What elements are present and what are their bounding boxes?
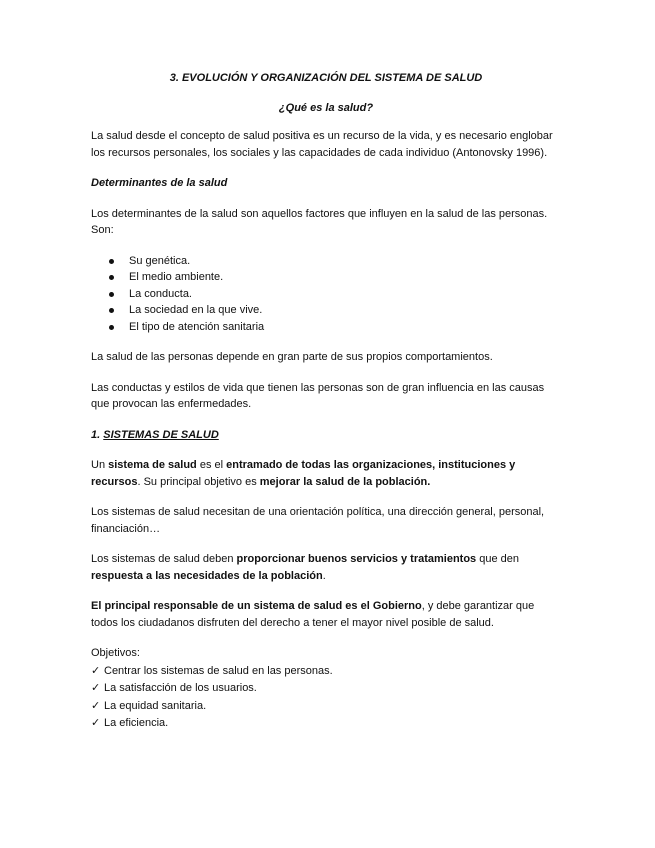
- bold-run: respuesta a las necesidades de la población: [91, 569, 323, 582]
- objective-text: Centrar los sistemas de salud en las personas.: [104, 664, 333, 677]
- list-item: La sociedad en la que vive.: [91, 302, 561, 319]
- determinants-lead: Los determinantes de la salud son aquellos factores que influyen en la salud de las personas. Son:: [91, 207, 548, 236]
- objective-text: La equidad sanitaria.: [104, 699, 207, 712]
- objectives-label: Objetivos:: [91, 647, 140, 659]
- text-run: Los sistemas de salud deben: [91, 553, 237, 565]
- checkmark-icon: ✓: [91, 717, 101, 729]
- document-page: [91, 70, 561, 733]
- list-item: [91, 698, 561, 716]
- bold-run: El principal responsable de un sistema de salud es el Gobierno: [91, 600, 422, 612]
- document-title: 3. EVOLUCIÓN Y ORGANIZACIÓN DEL SISTEMA DE SALUD: [169, 72, 483, 84]
- bold-run: proporcionar buenos servicios y tratamientos: [236, 553, 477, 565]
- systems-heading: [91, 427, 561, 444]
- list-item: La conducta.: [91, 286, 561, 303]
- needs-paragraph: Los sistemas de salud necesitan de una orientación política, una dirección general, personal, financiación…: [91, 506, 545, 535]
- text-run: . Su principal objetivo es: [137, 475, 260, 488]
- text-run: es el: [196, 459, 227, 471]
- objectives-list: [91, 645, 561, 733]
- text-run: .: [322, 569, 326, 582]
- definition-paragraph: [91, 457, 561, 490]
- section-title: SISTEMAS DE SALUD: [103, 428, 219, 441]
- text-run: Un: [91, 459, 109, 471]
- behaviour-paragraph: La salud de las personas depende en gran parte de sus propios comportamientos.: [91, 351, 493, 363]
- bold-run: entramado de todas las organizaciones, instituciones y recursos: [91, 459, 516, 488]
- bold-run: mejorar la salud de la población.: [259, 475, 431, 488]
- text-run: , y debe garantizar que todos los ciudadanos disfruten del derecho a tener el mayor nivel posible de salud.: [91, 600, 535, 629]
- checkmark-icon: ✓: [91, 699, 101, 712]
- checkmark-icon: ✓: [91, 664, 101, 677]
- section-number: 1.: [91, 428, 101, 441]
- list-item: El medio ambiente.: [91, 269, 561, 286]
- objective-text: La satisfacción de los usuarios.: [104, 682, 257, 694]
- determinants-heading: Determinantes de la salud: [91, 177, 228, 189]
- objective-text: La eficiencia.: [104, 717, 169, 729]
- text-run: que den: [476, 553, 519, 565]
- intro-paragraph: La salud desde el concepto de salud positiva es un recurso de la vida, y es necesario englobar los recursos personales, los sociales y las capacidades de cada individuo (Antonovsky 1996).: [91, 130, 553, 159]
- list-item: [91, 663, 561, 681]
- bold-run: sistema de salud: [108, 459, 197, 471]
- list-item: El tipo de atención sanitaria: [91, 319, 561, 336]
- lifestyle-paragraph: Las conductas y estilos de vida que tienen las personas son de gran influencia en las causas que provocan las enfermedades.: [91, 381, 545, 410]
- list-item: [91, 715, 561, 733]
- checkmark-icon: ✓: [91, 682, 101, 694]
- subtitle: ¿Qué es la salud?: [278, 101, 374, 114]
- list-item: Su genética.: [91, 253, 561, 270]
- services-paragraph: [91, 551, 561, 584]
- determinants-list: [91, 253, 561, 336]
- list-item: [91, 680, 561, 698]
- government-paragraph: [91, 598, 561, 631]
